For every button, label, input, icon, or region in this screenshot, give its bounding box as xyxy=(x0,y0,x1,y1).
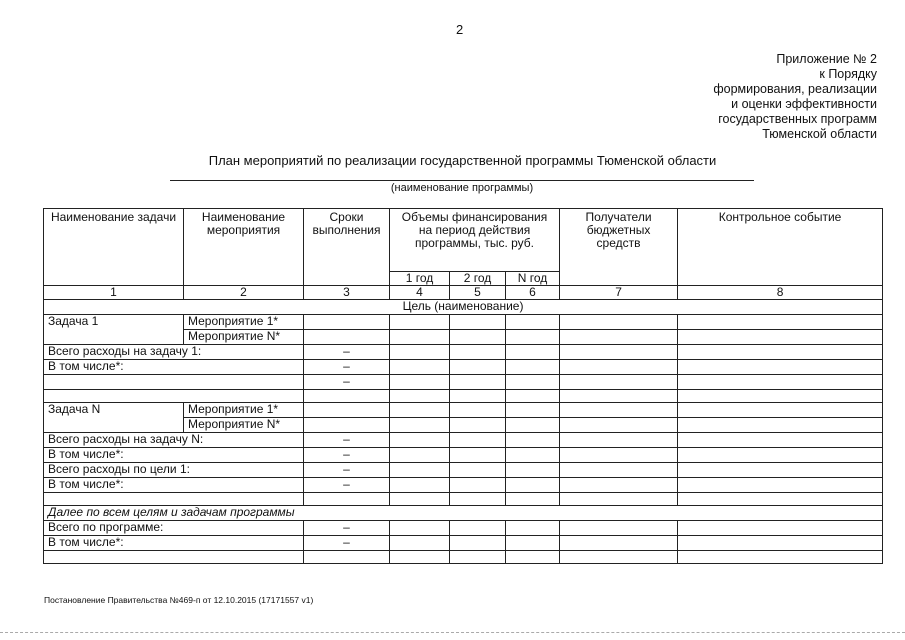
total-program: Всего по программе: xyxy=(44,521,304,536)
program-name-caption: (наименование программы) xyxy=(390,182,534,194)
including-label: В том числе*: xyxy=(44,536,304,551)
table-row xyxy=(44,448,883,463)
total-goal-1: Всего расходы по цели 1: xyxy=(44,463,304,478)
appendix-line: государственных программ xyxy=(718,112,877,126)
table-row xyxy=(44,506,883,521)
event-1-cell: Мероприятие 1* xyxy=(184,403,304,418)
table-row xyxy=(44,315,883,330)
table-row xyxy=(44,390,883,403)
table-row xyxy=(44,360,883,375)
event-n-cell: Мероприятие N* xyxy=(184,330,304,345)
dash-cell: – xyxy=(304,521,390,536)
table-row xyxy=(44,433,883,448)
appendix-line: к Порядку xyxy=(819,67,877,81)
including-label: В том числе*: xyxy=(44,448,304,463)
table-row xyxy=(44,403,883,418)
dash-cell: – xyxy=(304,478,390,493)
including-label: В том числе*: xyxy=(44,360,304,375)
total-task-1: Всего расходы на задачу 1: xyxy=(44,345,304,360)
column-number: 6 xyxy=(506,286,560,300)
event-n-cell: Мероприятие N* xyxy=(184,418,304,433)
column-number: 1 xyxy=(44,286,184,300)
program-name-line xyxy=(170,180,754,181)
table-row xyxy=(44,536,883,551)
including-label: В том числе*: xyxy=(44,478,304,493)
total-task-n: Всего расходы на задачу N: xyxy=(44,433,304,448)
table-row xyxy=(44,345,883,360)
page-number: 2 xyxy=(456,22,464,37)
task-1-cell: Задача 1 xyxy=(44,315,184,345)
appendix-line: Тюменской области xyxy=(762,127,877,141)
column-number: 4 xyxy=(390,286,450,300)
column-number: 5 xyxy=(450,286,506,300)
goal-row: Цель (наименование) xyxy=(44,300,883,315)
table-row xyxy=(44,521,883,536)
header-event: Наименование мероприятия xyxy=(184,209,304,286)
dash-cell: – xyxy=(304,360,390,375)
column-number: 8 xyxy=(678,286,883,300)
dash-cell: – xyxy=(304,463,390,478)
column-number: 2 xyxy=(184,286,304,300)
dash-cell: – xyxy=(304,536,390,551)
header-year-1: 1 год xyxy=(390,272,450,286)
column-number: 7 xyxy=(560,286,678,300)
header-task: Наименование задачи xyxy=(44,209,184,286)
task-n-cell: Задача N xyxy=(44,403,184,433)
event-1-cell: Мероприятие 1* xyxy=(184,315,304,330)
appendix-line: Приложение № 2 xyxy=(776,52,877,66)
header-terms: Сроки выполнения xyxy=(304,209,390,286)
document-title: План мероприятий по реализации государственной программы Тюменской области xyxy=(208,153,717,168)
further-goals-row: Далее по всем целям и задачам программы xyxy=(44,506,883,521)
header-year-n: N год xyxy=(506,272,560,286)
table-row xyxy=(44,375,883,390)
dash-cell: – xyxy=(304,375,390,390)
scan-edge-line xyxy=(0,632,905,633)
header-control: Контрольное событие xyxy=(678,209,883,286)
table-row xyxy=(44,551,883,564)
header-year-2: 2 год xyxy=(450,272,506,286)
appendix-header xyxy=(617,52,877,142)
dash-cell: – xyxy=(304,448,390,463)
table-row xyxy=(44,493,883,506)
dash-cell: – xyxy=(304,433,390,448)
header-volumes: Объемы финансирования на период действия программы, тыс. руб. xyxy=(390,209,560,272)
footer-reference: Постановление Правительства №469-п от 12.10.2015 (17171557 v1) xyxy=(44,595,314,605)
table-row xyxy=(44,478,883,493)
header-recipients: Получатели бюджетных средств xyxy=(560,209,678,286)
column-number: 3 xyxy=(304,286,390,300)
appendix-line: и оценки эффективности xyxy=(731,97,877,111)
appendix-line: формирования, реализации xyxy=(713,82,877,96)
dash-cell: – xyxy=(304,345,390,360)
plan-table xyxy=(43,208,883,564)
table-row xyxy=(44,463,883,478)
